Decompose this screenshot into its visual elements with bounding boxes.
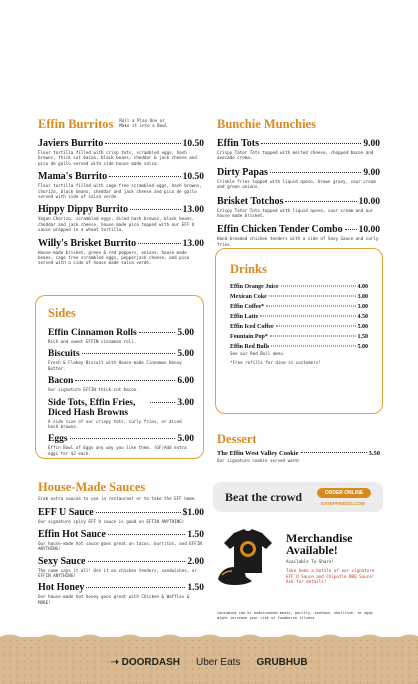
item-description: Effin Bowl of Eggs any way you like them. (GF)Add extra eggs for $2 each.	[48, 445, 187, 456]
doordash-icon: ➝	[110, 657, 122, 668]
item-description: Crinkle fries topped with liquid queso, brown gravy, sour cream and green onions.	[217, 178, 376, 190]
merch-sub: Available To-Share!	[286, 559, 334, 564]
item-description: Flour tortilla filled with cage-free scrambled eggs, hash browns, chorizo, black beans, cheddar and jack cheese and pico de gallo served with side of salsa verde.	[38, 183, 202, 200]
drink-price: 4.00	[357, 284, 368, 290]
item-description: Crispy Tater Tots topped with melted cheese, chopped bacon and avocado crema.	[217, 150, 374, 161]
sauces-title: House-Made Sauces	[38, 480, 146, 494]
merch-note: Take home a bottle of our signature EFF U Sauce and Chipotle BBQ Sauce! Ask for details!	[286, 568, 375, 585]
drink-item	[230, 314, 368, 320]
item-name: Brisket Totchos	[217, 195, 284, 207]
drink-name: Effin Latte	[230, 314, 259, 320]
item-price: 10.00	[358, 196, 380, 207]
menu-item	[38, 529, 204, 552]
item-description: Flour tortilla filled with crisp tots, scrambled eggs, hash browns, thick cut bacon, black beans, cheddar & jack cheese and pico de gallo served with side house made salsa.	[38, 150, 197, 166]
drink-price: 3.00	[357, 304, 368, 310]
munchies-title: Bunchie Munchies	[217, 117, 316, 131]
item-description: House-made brisket, green & red peppers, onions, house made beans, cage free scrambled eggs, pepperjack cheese, and pico served with a side of house made salsa verde.	[38, 249, 190, 266]
menu-item	[217, 224, 380, 247]
item-price: 3.00	[177, 397, 194, 408]
merch-title: Merchandise Available!	[286, 531, 353, 557]
menu-item	[217, 167, 380, 190]
order-online-panel	[213, 482, 383, 512]
item-price: 5.00	[177, 328, 194, 338]
drink-price: 3.00	[357, 294, 368, 300]
order-url[interactable]: EATEFFINDOG.COM	[321, 501, 365, 506]
drink-name: Fountain Pop*	[230, 334, 268, 340]
merch-image	[216, 527, 280, 593]
item-name: Effin Hot Sauce	[38, 528, 106, 540]
drink-name: Effin Orange Juice	[230, 284, 279, 290]
drink-name: Effin Coffee*	[230, 304, 265, 310]
menu-item	[48, 328, 194, 344]
dessert-name: The Effin West Valley Cookie	[217, 450, 299, 457]
item-description: Our signature spicy EFF U sauce is good on EFFIN ANYTHING!	[38, 519, 185, 525]
merch-info	[286, 532, 381, 585]
item-name: Effin Chicken Tender Combo	[217, 224, 343, 236]
dessert-price: 3.50	[368, 450, 380, 457]
item-price: 5.00	[177, 434, 194, 445]
menu-item	[38, 171, 204, 199]
drink-price: 1.50	[357, 334, 368, 340]
burritos-section	[38, 117, 204, 271]
order-online-button[interactable]: ORDER ONLINE	[317, 488, 371, 498]
item-description: A side size of our crispy tots, curly fries, or diced hash browns.	[48, 418, 182, 430]
menu-item	[38, 138, 204, 166]
item-name: EFF U Sauce	[38, 507, 94, 519]
item-name: Mama's Burrito	[38, 171, 108, 183]
drink-item	[230, 344, 368, 350]
item-description: Hand-breaded chicken tenders with a side of Sexy Sauce and curly fries.	[217, 236, 379, 247]
drink-item	[230, 324, 368, 330]
item-description: Our house-made hot sauce goes great on tacos, burritos, and EFFIN ANYTHING!	[38, 540, 202, 552]
drink-item	[230, 304, 368, 310]
menu-item	[217, 138, 380, 161]
drink-price: 4.50	[357, 314, 368, 320]
item-price: 1.50	[187, 583, 204, 594]
sides-title: Sides	[48, 306, 76, 320]
burritos-note: Roll a Plan One or Make it into a Bowl	[119, 118, 168, 128]
sides-box	[35, 295, 204, 459]
item-price: $1.00	[182, 508, 204, 519]
item-price: 10.00	[358, 225, 380, 236]
footer-wave	[0, 630, 418, 640]
item-description: Vegan Chorizo, scrambled eggs, diced hash browns, black beans, cheddar and jack cheese, house made pico topped with our EFF U sauce wrapped in a wheat tortilla.	[38, 216, 195, 233]
item-price: 2.00	[187, 556, 204, 567]
item-description: Fresh & Flakey Biscuit with House-made Cinnamon Honey Butter.	[48, 360, 182, 371]
drinks-title: Drinks	[230, 262, 267, 276]
item-name: Biscuits	[48, 349, 80, 360]
item-price: 1.50	[187, 529, 204, 540]
ubereats-logo[interactable]: Uber Eats	[195, 657, 241, 668]
drink-name: Effin Iced Coffee	[230, 324, 274, 330]
drink-price: 5.00	[357, 324, 368, 330]
dessert-desc: Our signature cookie served warm!	[217, 458, 301, 463]
item-name: Javiers Burrito	[38, 138, 104, 149]
item-description: Our house-made hot honey goes great with Chicken & Waffles & MORE!	[38, 594, 190, 605]
item-price: 5.00	[177, 349, 194, 360]
doordash-label: DOORDASH	[121, 657, 180, 668]
munchies-section	[217, 117, 380, 253]
redbull-note: See our Red Bull menu	[230, 351, 283, 356]
tshirt-cap-illustration	[216, 527, 280, 593]
item-price: 13.00	[182, 205, 204, 216]
item-name: Dirty Papas	[217, 166, 268, 178]
menu-item	[217, 196, 380, 219]
item-price: 9.00	[363, 139, 380, 149]
item-name: Sexy Sauce	[38, 555, 86, 567]
item-price: 10.50	[182, 172, 204, 183]
menu-item	[38, 556, 204, 579]
menu-item	[38, 238, 204, 266]
doordash-logo[interactable]	[110, 657, 180, 668]
item-name: Willy's Brisket Burrito	[38, 237, 137, 249]
burritos-title: Effin Burritos	[38, 117, 114, 131]
drink-price: 5.00	[357, 344, 368, 350]
dessert-title: Dessert	[217, 432, 257, 446]
delivery-footer	[0, 637, 418, 684]
item-price: 13.00	[182, 238, 204, 249]
item-description: The name says it all! Use it on chicken tenders, sandwiches, or EFFIN ANYTHING!	[38, 567, 197, 579]
menu-item	[48, 398, 194, 430]
menu-item	[48, 376, 194, 392]
item-description: Rich and sweet EFFIN cinnamon roll.	[48, 339, 137, 344]
item-name: Hippy Dippy Burrito	[38, 204, 129, 216]
menu-item	[38, 582, 204, 605]
order-headline: Beat the crowd	[225, 490, 303, 504]
disclaimer: Consuming raw or undercooked meats, poultry, seafood, shellfish, or eggs might increase your risk of foodborne illness	[217, 611, 373, 620]
item-name: Hot Honey	[38, 582, 85, 594]
menu-item	[48, 349, 194, 371]
item-price: 6.00	[177, 376, 194, 387]
item-name: Side Tots, Effin Fries, Diced Hash Browns	[48, 397, 136, 418]
drink-item	[230, 334, 368, 340]
grubhub-logo[interactable]: GRUBHUB	[256, 657, 308, 668]
item-name: Bacon	[48, 376, 74, 387]
refill-note: *Free refills for dine-in customers!	[230, 360, 321, 366]
drinks-box	[215, 248, 383, 414]
drink-name: Effin Red Bulls	[230, 344, 270, 350]
drink-name: Mexican Coke	[230, 294, 267, 300]
item-description: Our signature EFFIN thick-cut bacon.	[48, 387, 139, 393]
item-description: Crispy Tater Tots topped with liquid queso, sour cream and our house made brisket.	[217, 207, 374, 219]
drink-item	[230, 294, 368, 300]
sauces-intro: Grab extra sauces to use in restaurant or to take the EFF home.	[38, 496, 197, 501]
item-price: 9.00	[363, 167, 380, 178]
item-name: Eggs	[48, 434, 68, 445]
dessert-section	[217, 432, 380, 463]
menu-item	[38, 507, 204, 524]
item-price: 10.50	[182, 139, 204, 149]
menu-item	[48, 434, 194, 456]
menu-item	[38, 204, 204, 232]
item-name: Effin Cinnamon Rolls	[48, 328, 137, 338]
drink-item	[230, 284, 368, 290]
item-name: Effin Tots	[217, 138, 259, 149]
sauces-section	[38, 480, 204, 609]
